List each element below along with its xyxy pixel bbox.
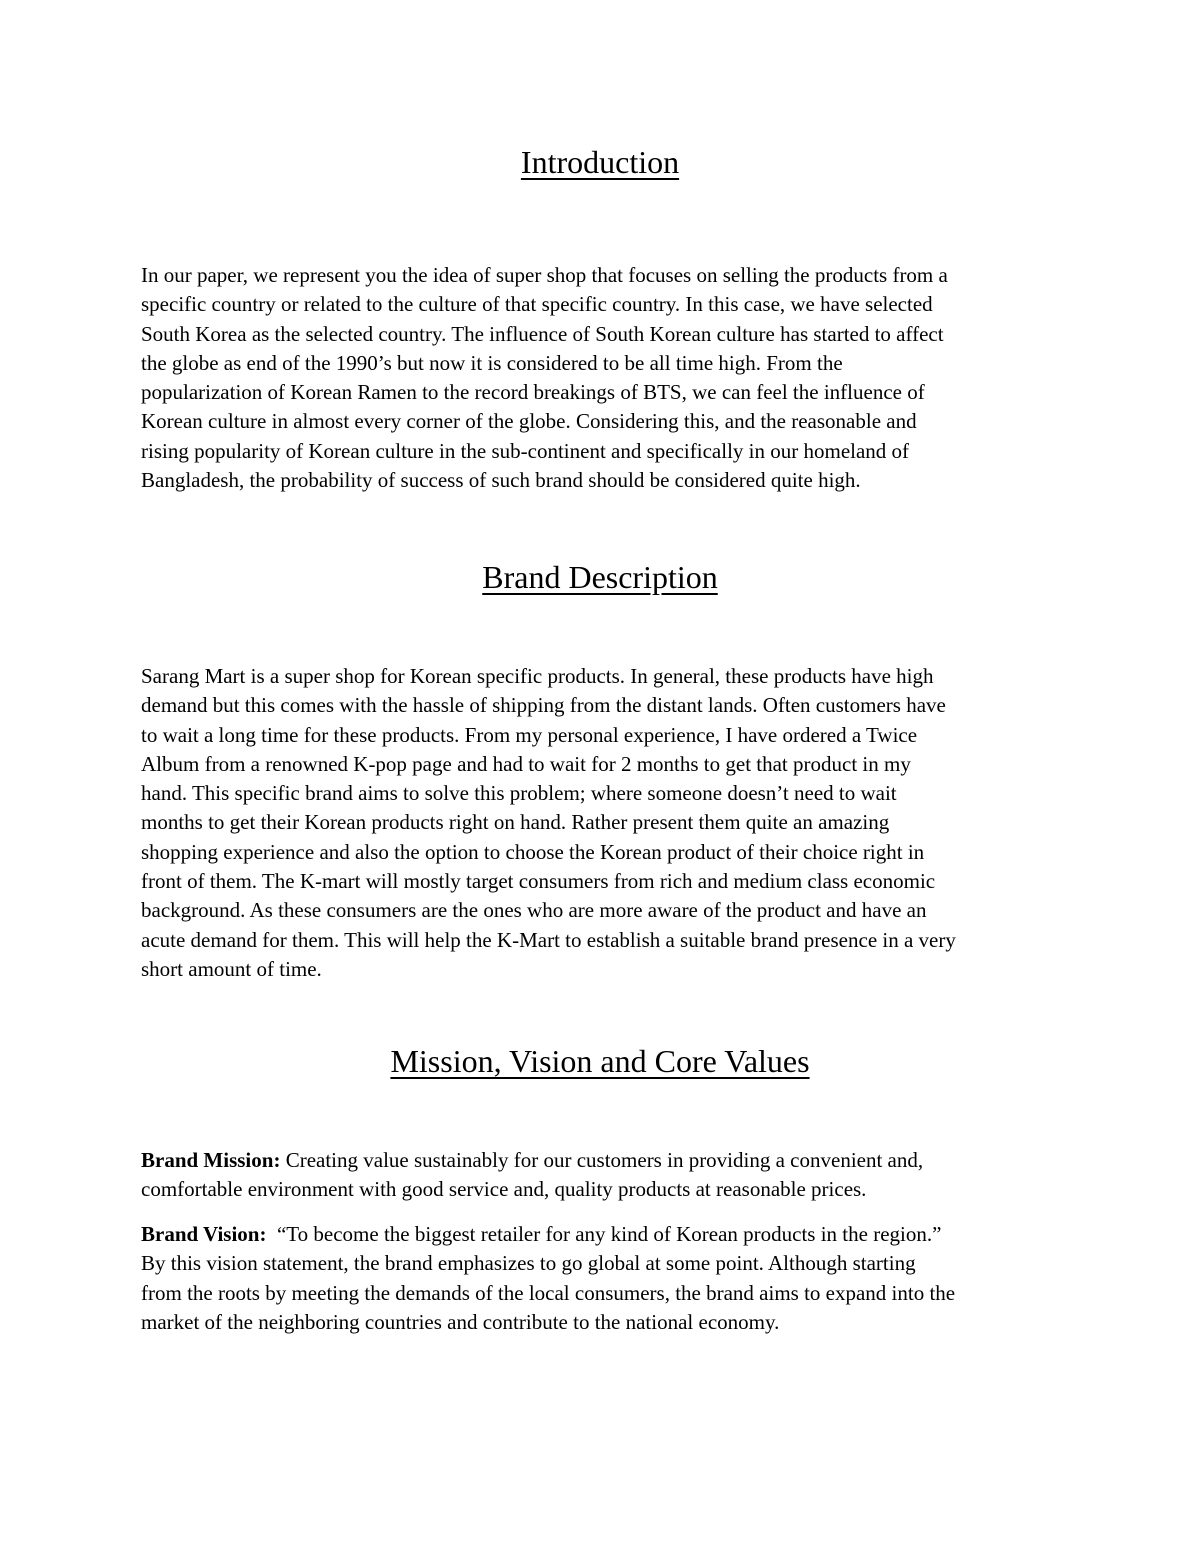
paragraph-line: rising popularity of Korean culture in the sub-continent and specifically in our homeland of (141, 438, 910, 463)
introduction-paragraph (141, 261, 1061, 495)
introduction-heading: Introduction (520, 144, 680, 180)
paragraph-line: popularization of Korean Ramen to the record breakings of BTS, we can feel the influence of (141, 380, 925, 405)
paragraph-line: from the roots by meeting the demands of the local consumers, the brand aims to expand into the (141, 1280, 956, 1305)
paragraph-line: comfortable environment with good service and, quality products at reasonable prices. (141, 1177, 867, 1202)
paragraph-line: shopping experience and also the option to choose the Korean product of their choice right in (141, 839, 925, 864)
paragraph-line: market of the neighboring countries and contribute to the national economy. (141, 1309, 780, 1334)
paragraph-line: Sarang Mart is a super shop for Korean specific products. In general, these products have high (141, 664, 934, 688)
paragraph-line: Album from a renowned K-pop page and had to wait for 2 months to get that product in my (141, 751, 911, 776)
paragraph-line: In our paper, we represent you the idea of super shop that focuses on selling the products from a (141, 263, 948, 287)
paragraph-line (141, 1220, 1061, 1249)
paragraph-line: background. As these consumers are the ones who are more aware of the product and have an (141, 898, 927, 923)
paragraph-line: demand but this comes with the hassle of shipping from the distant lands. Often customers have (141, 693, 946, 718)
paragraph-line: South Korea as the selected country. The influence of South Korean culture has started to affect (141, 321, 944, 346)
paragraph-line: short amount of time. (141, 956, 322, 981)
brand-description-heading: Brand Description (482, 559, 718, 595)
brand-vision-text: “To become the biggest retailer for any kind of Korean products in the region.” (266, 1222, 942, 1246)
brand-mission-text: Creating value sustainably for our customers in providing a convenient and, (280, 1148, 924, 1172)
brand-vision-label: Brand Vision: (141, 1222, 267, 1246)
paragraph-line (141, 1146, 1061, 1175)
paragraph-line: to wait a long time for these products. From my personal experience, I have ordered a Twice (141, 722, 918, 747)
mission-vision-heading: Mission, Vision and Core Values (390, 1043, 810, 1079)
paragraph-line: Bangladesh, the probability of success of such brand should be considered quite high. (141, 468, 861, 493)
brand-description-paragraph (141, 662, 1061, 984)
brand-vision-paragraph (141, 1220, 1061, 1337)
paragraph-line: Korean culture in almost every corner of the globe. Considering this, and the reasonable and (141, 409, 917, 434)
brand-mission-label: Brand Mission: (141, 1148, 281, 1172)
paragraph-line: hand. This specific brand aims to solve this problem; where someone doesn’t need to wait (141, 781, 897, 806)
brand-mission-paragraph (141, 1146, 1061, 1205)
paragraph-line: specific country or related to the culture of that specific country. In this case, we have selected (141, 292, 933, 317)
paragraph-line: acute demand for them. This will help the K-Mart to establish a suitable brand presence in a very (141, 927, 956, 952)
paragraph-line: By this vision statement, the brand emphasizes to go global at some point. Although starting (141, 1251, 916, 1276)
paragraph-line: months to get their Korean products right on hand. Rather present them quite an amazing (141, 810, 890, 835)
paragraph-line: the globe as end of the 1990’s but now it is considered to be all time high. From the (141, 350, 843, 375)
paragraph-line: front of them. The K-mart will mostly target consumers from rich and medium class economic (141, 869, 936, 894)
